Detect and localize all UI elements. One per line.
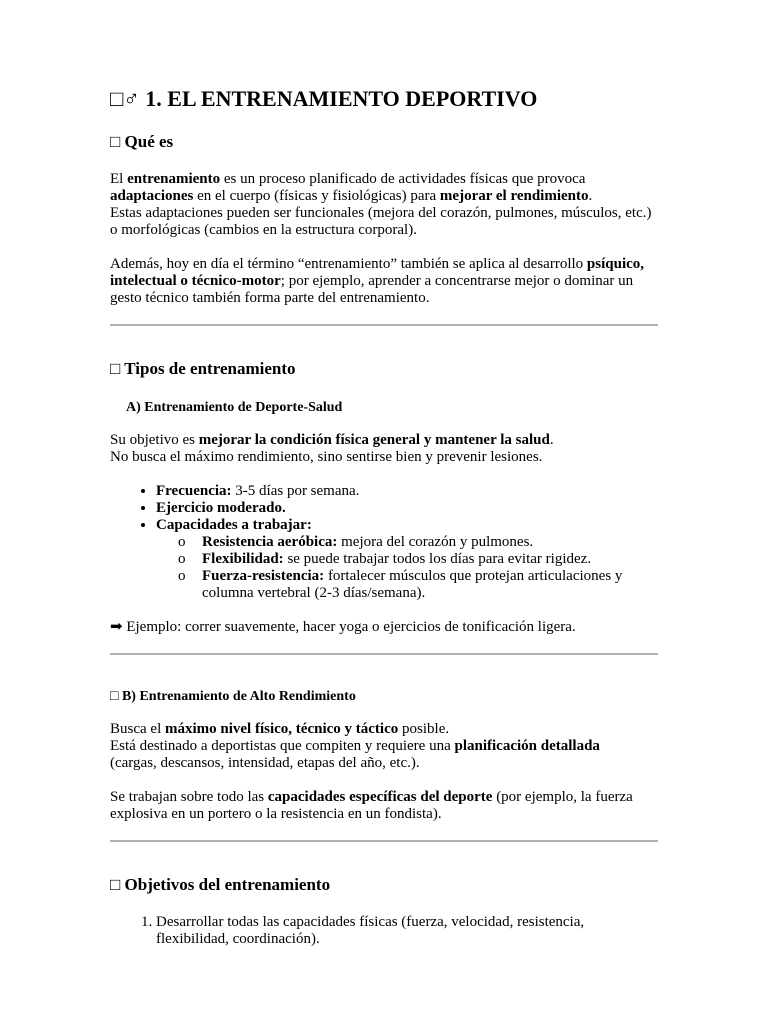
- bullet-list: [110, 483, 658, 602]
- bold-run: Capacidades a trabajar:: [156, 517, 312, 533]
- text-run: 3-5 días por semana.: [231, 483, 360, 499]
- text-run: Además, hoy en día el término “entrenamiento” también se aplica al desarrollo: [110, 256, 587, 272]
- bold-run: Flexibilidad:: [202, 551, 284, 567]
- text-run: Ejemplo: correr suavemente, hacer yoga o ejercicios de tonificación ligera.: [122, 619, 576, 635]
- text-run: se puede trabajar todos los días para evitar rigidez.: [283, 551, 592, 567]
- paragraph-objetivo-salud: [110, 432, 658, 466]
- bold-run: mejorar el rendimiento: [439, 188, 589, 204]
- page-title: [110, 84, 658, 114]
- bold-run: adaptaciones: [110, 188, 194, 204]
- subheading-alto-rendimiento: [110, 687, 658, 707]
- page-title-text: 1. EL ENTRENAMIENTO DEPORTIVO: [145, 86, 538, 111]
- text-run: Está destinado a deportistas que compiten y requiere una: [110, 738, 455, 754]
- sub-list: [156, 534, 658, 602]
- paragraph-alto-rendimiento: [110, 721, 658, 772]
- text-run: Estas adaptaciones pueden ser funcionales (mejora del corazón, pulmones, músculos, etc.) o morfológicas (cambios en la estructura corporal).: [110, 205, 652, 238]
- missing-glyph-icon: □: [110, 689, 119, 704]
- missing-glyph-icon: □: [110, 359, 121, 378]
- numbered-list: [110, 914, 658, 948]
- section-divider: [110, 840, 658, 842]
- section-divider: [110, 653, 658, 655]
- right-arrow-icon: ➡: [110, 619, 123, 635]
- text-run: Busca el: [110, 721, 165, 737]
- paragraph-capacidades-especificas: [110, 789, 658, 823]
- section-heading-text: Qué es: [124, 132, 174, 151]
- list-item: [156, 500, 658, 517]
- bold-run: capacidades específicas del deporte: [267, 789, 493, 805]
- bold-run: entrenamiento: [127, 171, 221, 187]
- bold-run: Resistencia aeróbica:: [202, 534, 338, 550]
- section-divider: [110, 324, 658, 326]
- text-run: .: [588, 188, 593, 204]
- document-content: [110, 84, 658, 948]
- text-run: El: [110, 171, 128, 187]
- subheading-text: B) Entrenamiento de Alto Rendimiento: [121, 689, 356, 704]
- bold-run: mejorar la condición física general y mantener la salud: [198, 432, 550, 448]
- missing-glyph-icon: □: [110, 86, 124, 111]
- text-run: Se trabajan sobre todo las: [110, 789, 268, 805]
- text-run: posible.: [398, 721, 450, 737]
- missing-glyph-icon: □: [110, 875, 121, 894]
- list-item: [156, 517, 658, 602]
- section-heading-objetivos: [110, 874, 658, 896]
- section-heading-tipos: [110, 358, 658, 380]
- bold-run: Fuerza-resistencia:: [202, 568, 325, 584]
- list-item: 1. Desarrollar todas las capacidades físicas (fuerza, velocidad, resistencia, flexibilidad, coordinación).: [156, 914, 658, 948]
- text-run: Su objetivo es: [110, 432, 199, 448]
- section-heading-text: Objetivos del entrenamiento: [124, 875, 331, 894]
- text-run: .: [549, 432, 554, 448]
- sub-list-item: [202, 568, 658, 602]
- bold-run: planificación detallada: [454, 738, 600, 754]
- subheading-deporte-salud: A) Entrenamiento de Deporte-Salud: [126, 400, 343, 415]
- sub-list-item: [202, 534, 658, 551]
- sub-list-item: [202, 551, 658, 568]
- section-heading-que-es: [110, 131, 658, 153]
- bold-run: Frecuencia:: [156, 483, 232, 499]
- male-symbol-icon: ♂: [123, 86, 140, 111]
- text-run: (por ejemplo, la fuerza explosiva en un portero o la resistencia en un fondista).: [110, 789, 633, 822]
- missing-glyph-icon: □: [110, 132, 121, 151]
- text-run: ; por ejemplo, aprender a concentrarse mejor o dominar un gesto técnico también forma parte del entrenamiento.: [110, 273, 634, 306]
- text-run: No busca el máximo rendimiento, sino sentirse bien y prevenir lesiones.: [110, 449, 543, 465]
- text-run: (cargas, descansos, intensidad, etapas del año, etc.).: [110, 755, 420, 771]
- paragraph-ademas: [110, 256, 658, 307]
- bold-run: Ejercicio moderado.: [156, 500, 286, 516]
- bold-run: psíquico, intelectual o técnico-motor: [110, 256, 645, 289]
- bold-run: máximo nivel físico, técnico y táctico: [164, 721, 399, 737]
- text-run: en el cuerpo (físicas y fisiológicas) para: [193, 188, 440, 204]
- text-run: fortalecer músculos que protejan articulaciones y columna vertebral (2-3 días/semana).: [202, 568, 623, 601]
- text-run: es un proceso planificado de actividades físicas que provoca: [220, 171, 586, 187]
- list-item: [156, 483, 658, 500]
- section-heading-text: Tipos de entrenamiento: [124, 359, 296, 378]
- paragraph-ejemplo: [110, 619, 658, 636]
- paragraph-definicion: [110, 171, 658, 239]
- text-run: mejora del corazón y pulmones.: [337, 534, 534, 550]
